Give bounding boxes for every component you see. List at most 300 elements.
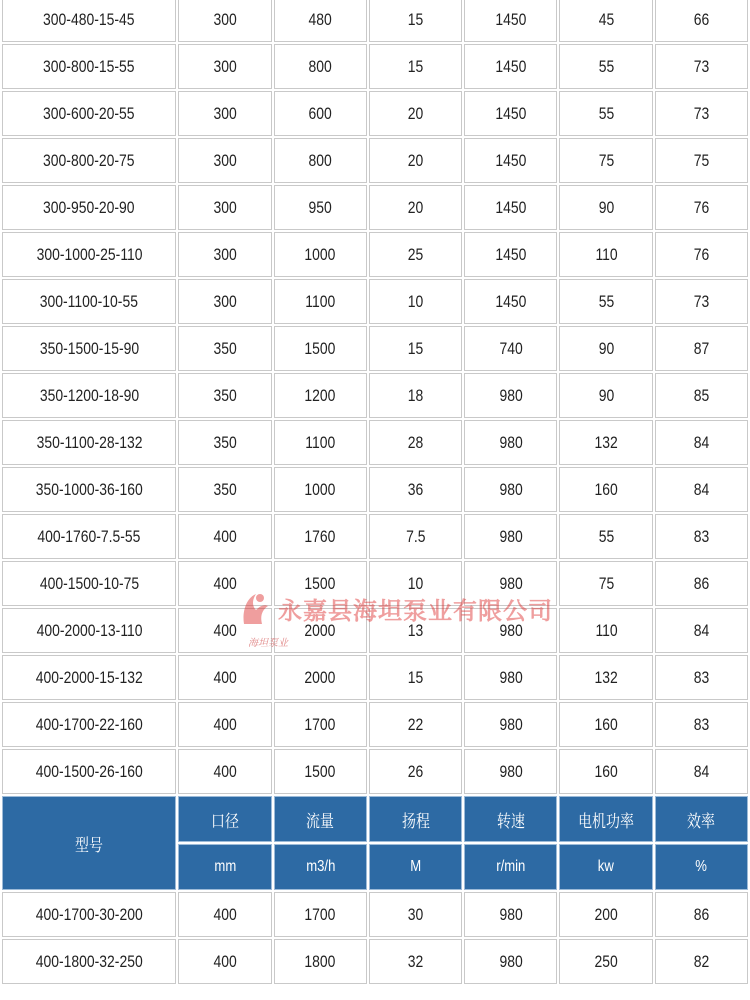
- value-cell: [464, 749, 557, 794]
- value-text: 83: [693, 714, 710, 734]
- value-text: 15: [407, 667, 424, 687]
- value-text: 1000: [304, 244, 336, 264]
- table-row: [2, 702, 748, 747]
- value-cell: [655, 373, 748, 418]
- header-speed-label: 转速: [496, 811, 525, 831]
- model-text: 400-1800-32-250: [35, 951, 143, 971]
- value-cell: [178, 561, 271, 606]
- value-cell: [369, 939, 462, 984]
- value-cell: [178, 279, 271, 324]
- model-cell: [2, 373, 176, 418]
- value-text: 87: [693, 338, 710, 358]
- table-row: [2, 185, 748, 230]
- value-text: 55: [598, 526, 614, 546]
- value-text: 1450: [495, 244, 527, 264]
- table-row: [2, 514, 748, 559]
- header-model-cell: [2, 796, 176, 890]
- value-cell: [464, 44, 557, 89]
- value-cell: [655, 514, 748, 559]
- value-text: 84: [693, 761, 710, 781]
- value-cell: [655, 185, 748, 230]
- value-cell: [369, 420, 462, 465]
- value-text: 45: [598, 9, 614, 29]
- unit-speed: r/min: [496, 858, 526, 875]
- model-text: 400-1760-7.5-55: [37, 526, 141, 546]
- value-text: 400: [213, 620, 237, 640]
- value-cell: [274, 892, 367, 937]
- value-cell: [464, 608, 557, 653]
- value-text: 25: [407, 244, 424, 264]
- model-text: 400-1500-26-160: [35, 761, 143, 781]
- value-cell: [655, 655, 748, 700]
- table-row: [2, 420, 748, 465]
- value-text: 84: [693, 620, 710, 640]
- value-text: 20: [407, 103, 424, 123]
- header-model-label: 型号: [75, 835, 104, 855]
- value-text: 1760: [304, 526, 336, 546]
- value-text: 83: [693, 526, 710, 546]
- value-cell: [178, 420, 271, 465]
- value-cell: [464, 561, 557, 606]
- model-text: 350-1100-28-132: [36, 432, 143, 452]
- value-text: 980: [499, 951, 523, 971]
- unit-flow: m3/h: [305, 858, 335, 875]
- value-cell: [369, 232, 462, 277]
- value-cell: [559, 608, 652, 653]
- model-cell: [2, 279, 176, 324]
- model-cell: [2, 185, 176, 230]
- value-cell: [274, 326, 367, 371]
- model-cell: [2, 561, 176, 606]
- model-cell: [2, 655, 176, 700]
- value-cell: [559, 749, 652, 794]
- value-cell: [559, 702, 652, 747]
- value-text: 1200: [304, 385, 336, 405]
- value-text: 980: [499, 714, 523, 734]
- value-cell: [178, 232, 271, 277]
- value-text: 980: [499, 432, 523, 452]
- value-text: 1450: [495, 291, 527, 311]
- value-text: 400: [213, 573, 237, 593]
- model-cell: [2, 44, 176, 89]
- header-efficiency-label: 效率: [687, 811, 716, 831]
- value-text: 73: [693, 103, 710, 123]
- value-cell: [655, 467, 748, 512]
- value-text: 300: [213, 150, 237, 170]
- value-text: 1700: [304, 714, 336, 734]
- model-cell: [2, 326, 176, 371]
- value-cell: [369, 279, 462, 324]
- value-cell: [655, 0, 748, 42]
- value-cell: [655, 420, 748, 465]
- header-col-unit: [274, 844, 367, 890]
- value-text: 1700: [304, 904, 336, 924]
- model-cell: [2, 420, 176, 465]
- value-text: 300: [213, 244, 237, 264]
- value-cell: [178, 655, 271, 700]
- table-header-band: [2, 796, 748, 890]
- value-cell: [369, 892, 462, 937]
- value-cell: [178, 0, 271, 42]
- value-text: 300: [213, 197, 237, 217]
- value-text: 1450: [495, 9, 527, 29]
- value-text: 740: [499, 338, 523, 358]
- model-cell: [2, 232, 176, 277]
- value-cell: [559, 892, 652, 937]
- value-text: 90: [598, 385, 614, 405]
- value-cell: [559, 44, 652, 89]
- value-cell: [178, 185, 271, 230]
- table-row: [2, 91, 748, 136]
- model-text: 400-2000-15-132: [35, 667, 143, 687]
- model-cell: [2, 514, 176, 559]
- value-text: 400: [213, 714, 237, 734]
- value-cell: [274, 561, 367, 606]
- value-text: 76: [693, 244, 710, 264]
- model-text: 350-1200-18-90: [39, 385, 139, 405]
- value-text: 20: [407, 150, 424, 170]
- table-body-bottom: [2, 892, 748, 984]
- value-cell: [464, 373, 557, 418]
- value-text: 30: [407, 904, 424, 924]
- value-text: 20: [407, 197, 424, 217]
- value-cell: [274, 0, 367, 42]
- header-col-unit: [464, 844, 557, 890]
- value-cell: [274, 232, 367, 277]
- value-text: 75: [693, 150, 710, 170]
- value-cell: [559, 232, 652, 277]
- value-text: 1800: [304, 951, 336, 971]
- value-cell: [178, 702, 271, 747]
- value-text: 480: [308, 9, 332, 29]
- value-text: 1450: [495, 103, 527, 123]
- value-text: 980: [499, 479, 523, 499]
- value-cell: [559, 655, 652, 700]
- value-cell: [274, 91, 367, 136]
- value-cell: [464, 655, 557, 700]
- value-text: 200: [594, 904, 618, 924]
- value-text: 90: [598, 197, 614, 217]
- table-row: [2, 138, 748, 183]
- model-text: 400-1500-10-75: [39, 573, 139, 593]
- table-row: [2, 608, 748, 653]
- value-text: 55: [598, 56, 614, 76]
- value-text: 73: [693, 56, 710, 76]
- value-cell: [464, 939, 557, 984]
- value-cell: [369, 749, 462, 794]
- header-col-unit: [559, 844, 652, 890]
- model-text: 300-600-20-55: [43, 103, 135, 123]
- value-text: 84: [693, 479, 710, 499]
- value-cell: [369, 326, 462, 371]
- value-cell: [369, 373, 462, 418]
- model-cell: [2, 0, 176, 42]
- value-text: 1500: [304, 338, 336, 358]
- table-row: [2, 44, 748, 89]
- value-text: 300: [213, 9, 237, 29]
- model-text: 300-950-20-90: [43, 197, 135, 217]
- value-cell: [178, 373, 271, 418]
- value-cell: [274, 655, 367, 700]
- value-cell: [559, 939, 652, 984]
- value-cell: [178, 892, 271, 937]
- model-text: 400-2000-13-110: [36, 620, 143, 640]
- value-text: 90: [598, 338, 614, 358]
- value-text: 55: [598, 103, 614, 123]
- header-col-name: [559, 796, 652, 842]
- value-cell: [655, 279, 748, 324]
- value-text: 73: [693, 291, 710, 311]
- value-cell: [178, 138, 271, 183]
- value-text: 300: [213, 103, 237, 123]
- table-row: [2, 655, 748, 700]
- value-text: 83: [693, 667, 710, 687]
- value-text: 350: [213, 385, 237, 405]
- value-text: 980: [499, 667, 523, 687]
- header-power-label: 电机功率: [578, 811, 634, 831]
- value-cell: [559, 467, 652, 512]
- value-cell: [178, 939, 271, 984]
- header-col-unit: [178, 844, 271, 890]
- value-cell: [369, 702, 462, 747]
- table-row: [2, 561, 748, 606]
- value-cell: [559, 420, 652, 465]
- value-text: 36: [407, 479, 424, 499]
- value-text: 1450: [495, 197, 527, 217]
- value-text: 110: [594, 244, 618, 264]
- value-text: 160: [594, 761, 618, 781]
- value-text: 32: [407, 951, 424, 971]
- table-row: [2, 373, 748, 418]
- value-cell: [655, 939, 748, 984]
- value-text: 980: [499, 904, 523, 924]
- value-cell: [178, 326, 271, 371]
- value-cell: [655, 138, 748, 183]
- unit-head: M: [410, 858, 422, 875]
- value-text: 13: [407, 620, 424, 640]
- value-text: 1100: [305, 291, 336, 311]
- value-cell: [274, 702, 367, 747]
- value-text: 15: [407, 56, 424, 76]
- value-text: 160: [594, 479, 618, 499]
- value-cell: [274, 467, 367, 512]
- unit-power: kw: [598, 858, 615, 875]
- value-text: 76: [693, 197, 710, 217]
- value-text: 2000: [304, 667, 336, 687]
- value-cell: [559, 0, 652, 42]
- model-cell: [2, 702, 176, 747]
- header-head-label: 扬程: [401, 811, 430, 831]
- value-cell: [464, 91, 557, 136]
- value-text: 18: [407, 385, 424, 405]
- header-col-name: [369, 796, 462, 842]
- value-text: 110: [594, 620, 618, 640]
- value-text: 66: [693, 9, 710, 29]
- model-text: 400-1700-30-200: [35, 904, 143, 924]
- value-cell: [655, 326, 748, 371]
- value-cell: [464, 702, 557, 747]
- value-text: 980: [499, 620, 523, 640]
- model-text: 300-800-20-75: [43, 150, 135, 170]
- model-text: 300-1100-10-55: [40, 291, 139, 311]
- value-text: 1500: [304, 761, 336, 781]
- table-row: [2, 279, 748, 324]
- header-caliber-label: 口径: [211, 811, 240, 831]
- value-cell: [655, 702, 748, 747]
- value-text: 800: [308, 150, 332, 170]
- value-text: 350: [213, 479, 237, 499]
- header-col-name: [178, 796, 271, 842]
- value-text: 800: [308, 56, 332, 76]
- header-col-unit: [655, 844, 748, 890]
- table-row: [2, 939, 748, 984]
- header-col-unit: [369, 844, 462, 890]
- value-cell: [369, 91, 462, 136]
- value-text: 132: [594, 667, 618, 687]
- value-cell: [369, 608, 462, 653]
- value-cell: [464, 420, 557, 465]
- value-cell: [274, 420, 367, 465]
- value-text: 132: [594, 432, 618, 452]
- value-cell: [559, 561, 652, 606]
- header-col-name: [274, 796, 367, 842]
- value-text: 2000: [304, 620, 336, 640]
- watermark-signature: 海坦泵业: [248, 638, 288, 649]
- value-text: 22: [407, 714, 424, 734]
- value-cell: [178, 91, 271, 136]
- value-cell: [655, 749, 748, 794]
- value-text: 1450: [495, 150, 527, 170]
- value-cell: [274, 279, 367, 324]
- value-text: 1500: [304, 573, 336, 593]
- value-cell: [655, 91, 748, 136]
- value-cell: [178, 467, 271, 512]
- value-cell: [655, 608, 748, 653]
- model-cell: [2, 467, 176, 512]
- model-cell: [2, 138, 176, 183]
- value-text: 75: [598, 573, 614, 593]
- value-cell: [369, 185, 462, 230]
- value-cell: [655, 44, 748, 89]
- model-cell: [2, 608, 176, 653]
- watermark-company-name: 永嘉县海坦泵业有限公司: [278, 596, 553, 625]
- value-text: 75: [598, 150, 614, 170]
- value-text: 1000: [304, 479, 336, 499]
- model-text: 300-1000-25-110: [36, 244, 143, 264]
- value-cell: [178, 749, 271, 794]
- value-cell: [369, 0, 462, 42]
- value-text: 1100: [305, 432, 336, 452]
- value-cell: [274, 44, 367, 89]
- value-text: 400: [213, 904, 237, 924]
- value-text: 400: [213, 951, 237, 971]
- value-cell: [559, 185, 652, 230]
- header-flow-label: 流量: [306, 811, 335, 831]
- value-text: 250: [594, 951, 618, 971]
- value-text: 15: [407, 9, 424, 29]
- value-cell: [464, 138, 557, 183]
- model-cell: [2, 892, 176, 937]
- value-text: 400: [213, 526, 237, 546]
- value-cell: [464, 326, 557, 371]
- value-cell: [178, 44, 271, 89]
- value-text: 980: [499, 526, 523, 546]
- model-text: 350-1500-15-90: [39, 338, 139, 358]
- value-cell: [369, 467, 462, 512]
- value-cell: [464, 467, 557, 512]
- model-text: 400-1700-22-160: [35, 714, 143, 734]
- value-cell: [369, 514, 462, 559]
- value-text: 84: [693, 432, 710, 452]
- value-cell: [178, 514, 271, 559]
- table-row: [2, 326, 748, 371]
- value-cell: [369, 44, 462, 89]
- value-cell: [559, 326, 652, 371]
- value-cell: [369, 561, 462, 606]
- value-cell: [274, 373, 367, 418]
- value-cell: [274, 939, 367, 984]
- value-text: 26: [407, 761, 424, 781]
- value-text: 300: [213, 291, 237, 311]
- header-col-name: [655, 796, 748, 842]
- value-text: 86: [693, 573, 710, 593]
- value-cell: [274, 749, 367, 794]
- value-text: 1450: [495, 56, 527, 76]
- value-text: 15: [407, 338, 424, 358]
- value-text: 400: [213, 761, 237, 781]
- table-row: [2, 749, 748, 794]
- table-row: [2, 467, 748, 512]
- value-text: 160: [594, 714, 618, 734]
- model-text: 300-480-15-45: [43, 9, 135, 29]
- value-text: 350: [213, 338, 237, 358]
- value-cell: [559, 373, 652, 418]
- header-row-names: [2, 796, 748, 842]
- value-text: 300: [213, 56, 237, 76]
- unit-efficiency: %: [695, 858, 708, 875]
- value-text: 400: [213, 667, 237, 687]
- model-cell: [2, 91, 176, 136]
- value-text: 55: [598, 291, 614, 311]
- value-text: 28: [407, 432, 424, 452]
- value-cell: [559, 138, 652, 183]
- header-col-name: [464, 796, 557, 842]
- value-text: 980: [499, 573, 523, 593]
- value-text: 980: [499, 761, 523, 781]
- value-cell: [274, 185, 367, 230]
- value-cell: [559, 279, 652, 324]
- model-text: 300-800-15-55: [43, 56, 135, 76]
- value-cell: [655, 561, 748, 606]
- table-row: [2, 232, 748, 277]
- value-cell: [464, 514, 557, 559]
- value-text: 85: [693, 385, 710, 405]
- value-cell: [655, 232, 748, 277]
- value-cell: [369, 655, 462, 700]
- value-text: 82: [693, 951, 710, 971]
- value-cell: [464, 279, 557, 324]
- value-cell: [464, 892, 557, 937]
- value-text: 600: [308, 103, 332, 123]
- value-cell: [655, 892, 748, 937]
- table-row: [2, 0, 748, 42]
- value-text: 7.5: [405, 526, 426, 546]
- value-text: 10: [407, 573, 424, 593]
- table-body-top: [2, 0, 748, 794]
- value-text: 10: [407, 291, 424, 311]
- value-cell: [464, 185, 557, 230]
- value-cell: [559, 514, 652, 559]
